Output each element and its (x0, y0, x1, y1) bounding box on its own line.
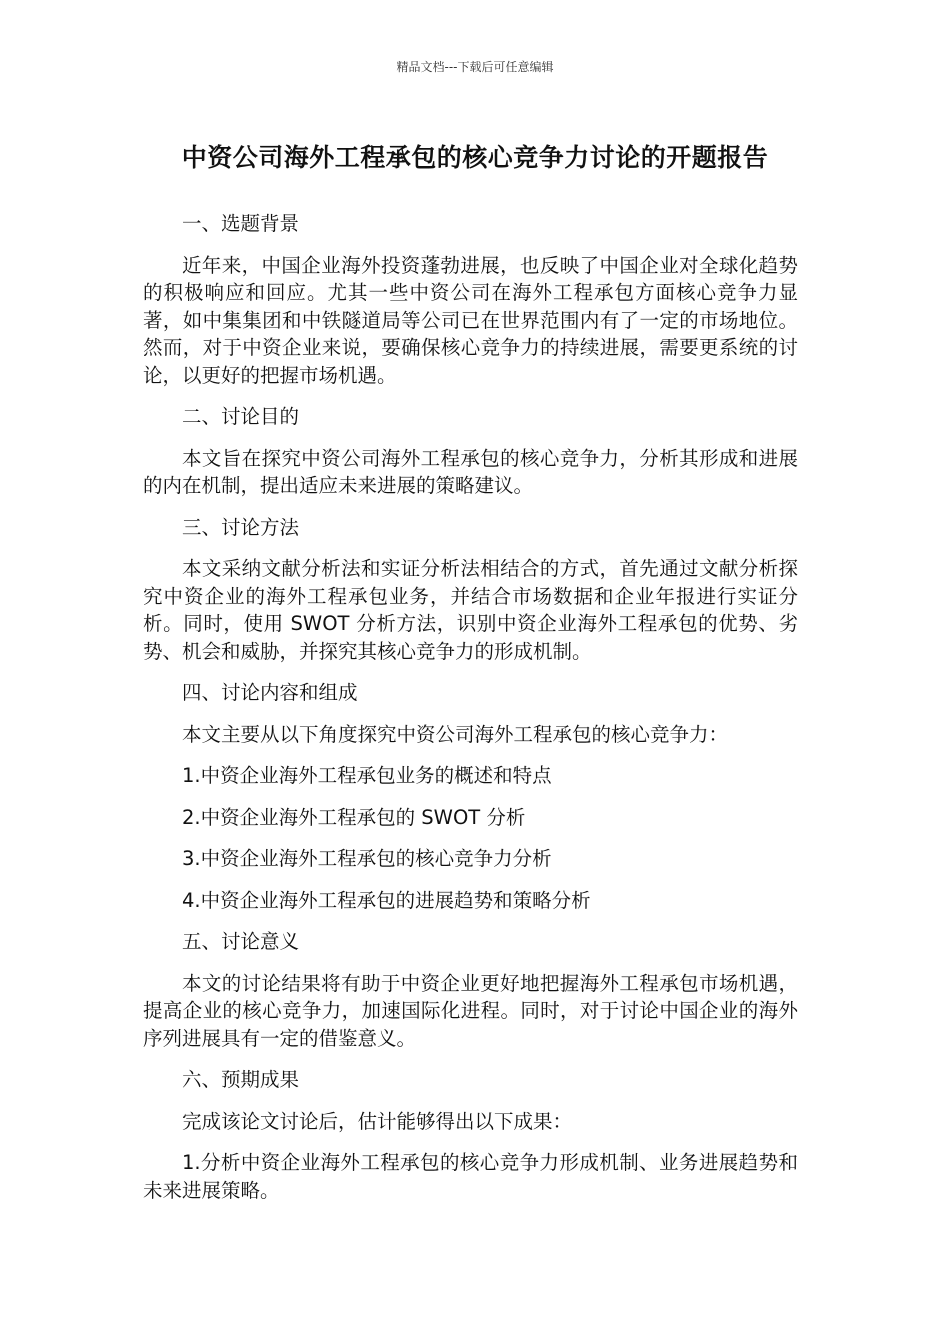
significance-paragraph: 本文的讨论结果将有助于中资企业更好地把握海外工程承包市场机遇，提高企业的核心竞争力，加速国际化进程。同时，对于讨论中国企业的海外序列进展具有一定的借鉴意义。 (143, 971, 798, 1050)
content-list-item: 2.中资企业海外工程承包的 SWOT 分析 (182, 805, 526, 829)
document-title: 中资公司海外工程承包的核心竞争力讨论的开题报告 (181, 143, 769, 172)
document-body (143, 210, 798, 1218)
content-list-item: 3.中资企业海外工程承包的核心竞争力分析 (182, 847, 552, 870)
section-heading-purpose: 二、讨论目的 (182, 405, 300, 428)
content-intro-paragraph: 本文主要从以下角度探究中资公司海外工程承包的核心竞争力： (182, 722, 729, 746)
expected-results-intro: 完成该论文讨论后，估计能够得出以下成果： (182, 1109, 573, 1133)
header-note: 精品文档---下载后可任意编辑 (396, 60, 554, 74)
section-heading-content: 四、讨论内容和组成 (182, 681, 358, 704)
section-heading-expected-results: 六、预期成果 (182, 1068, 300, 1091)
content-list-item: 1.中资企业海外工程承包业务的概述和特点 (182, 764, 552, 787)
purpose-paragraph: 本文旨在探究中资公司海外工程承包的核心竞争力，分析其形成和进展的内在机制，提出适应未来进展的策略建议。 (143, 446, 798, 497)
method-paragraph: 本文采纳文献分析法和实证分析法相结合的方式，首先通过文献分析探究中资企业的海外工程承包业务，并结合市场数据和企业年报进行实证分析。同时，使用 SWOT 分析方法，识别中资企业海外工程承包的优势、劣势、机会和威胁，并探究其核心竞争力的形成机制。 (143, 557, 798, 663)
section-heading-significance: 五、讨论意义 (182, 930, 300, 953)
expected-results-item: 1.分析中资企业海外工程承包的核心竞争力形成机制、业务进展趋势和未来进展策略。 (143, 1151, 798, 1202)
content-list-item: 4.中资企业海外工程承包的进展趋势和策略分析 (182, 888, 591, 912)
section-heading-method: 三、讨论方法 (182, 515, 300, 539)
section-heading-background: 一、选题背景 (182, 212, 300, 235)
background-paragraph: 近年来，中国企业海外投资蓬勃进展，也反映了中国企业对全球化趋势的积极响应和回应。尤其一些中资公司在海外工程承包方面核心竞争力显著，如中集集团和中铁隧道局等公司已在世界范围内有了一定的市场地位。然而，对于中资企业来说，要确保核心竞争力的持续进展，需要更系统的讨论，以更好的把握市场机遇。 (143, 253, 798, 387)
